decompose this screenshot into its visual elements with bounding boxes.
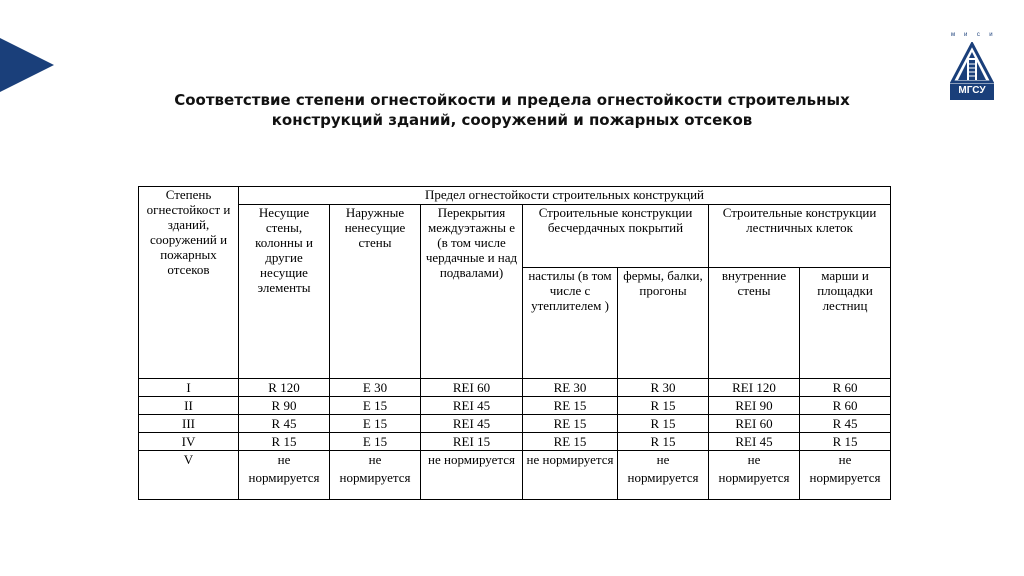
table-cell: не нормируется <box>800 451 891 500</box>
corner-triangle-decoration <box>0 38 54 92</box>
table-cell: REI 90 <box>709 397 800 415</box>
table-cell: REI 60 <box>421 379 523 397</box>
degree-cell: III <box>139 415 239 433</box>
slide-title-line: Соответствие степени огнестойкости и предела огнестойкости строительных <box>174 91 850 109</box>
logo-letter: и <box>963 32 968 38</box>
table-cell: R 45 <box>239 415 330 433</box>
table-cell: E 30 <box>330 379 421 397</box>
logo-letter: с <box>976 32 980 38</box>
mgsu-logo <box>948 32 996 104</box>
table-cell: не нормируется <box>239 451 330 500</box>
degree-header: Степень огнестойкост и зданий, сооружений и пожарных отсеков <box>139 187 239 379</box>
table-row <box>139 397 891 415</box>
sub-header-flights: марши и площадки лестниц <box>800 268 891 379</box>
sub-header-trusses: фермы, балки, прогоны <box>618 268 709 379</box>
table-cell: RE 30 <box>523 379 618 397</box>
col-header-outer-walls: Наружные ненесущие стены <box>330 205 421 379</box>
table-cell: R 15 <box>800 433 891 451</box>
table-cell: REI 45 <box>709 433 800 451</box>
fire-resistance-table <box>138 186 891 500</box>
table-cell: RE 15 <box>523 433 618 451</box>
table-cell: E 15 <box>330 433 421 451</box>
table-cell: REI 45 <box>421 415 523 433</box>
table-cell: R 15 <box>618 397 709 415</box>
table-cell: R 60 <box>800 397 891 415</box>
table-cell: E 15 <box>330 397 421 415</box>
group-header: Предел огнестойкости строительных конструкций <box>239 187 891 205</box>
col-header-stairs: Строительные конструкции лестничных клеток <box>709 205 891 268</box>
logo-letter: м <box>950 32 956 38</box>
table-cell: не нормируется <box>618 451 709 500</box>
table-cell: не нормируется <box>523 451 618 500</box>
table-cell: R 90 <box>239 397 330 415</box>
table-cell: REI 60 <box>709 415 800 433</box>
degree-cell: I <box>139 379 239 397</box>
degree-cell: V <box>139 451 239 500</box>
table-cell: REI 15 <box>421 433 523 451</box>
sub-header-decking: настилы (в том числе с утеплителем ) <box>523 268 618 379</box>
col-header-bearing: Несущие стены, колонны и другие несущие элементы <box>239 205 330 379</box>
sub-header-inner-walls: внутренние стены <box>709 268 800 379</box>
col-header-roof: Строительные конструкции бесчердачных покрытий <box>523 205 709 268</box>
col-header-floors: Перекрытия междуэтажны е (в том числе чердачные и над подвалами) <box>421 205 523 379</box>
table-cell: R 15 <box>239 433 330 451</box>
degree-cell: II <box>139 397 239 415</box>
logo-caption: МГСУ <box>958 85 986 96</box>
table-row <box>139 415 891 433</box>
slide-title-line: конструкций зданий, сооружений и пожарных отсеков <box>271 111 753 129</box>
table-cell: R 45 <box>800 415 891 433</box>
table-row <box>139 433 891 451</box>
table-cell: R 60 <box>800 379 891 397</box>
degree-cell: IV <box>139 433 239 451</box>
table-cell: R 120 <box>239 379 330 397</box>
logo-letter: и <box>989 32 993 38</box>
table-cell: RE 15 <box>523 397 618 415</box>
table-cell: E 15 <box>330 415 421 433</box>
table-row <box>139 379 891 397</box>
table-cell: R 15 <box>618 433 709 451</box>
table-cell: R 15 <box>618 415 709 433</box>
table-cell: REI 120 <box>709 379 800 397</box>
logo-letters <box>948 32 996 42</box>
table-cell: REI 45 <box>421 397 523 415</box>
table-cell: R 30 <box>618 379 709 397</box>
table-cell: не нормируется <box>421 451 523 500</box>
table-cell: RE 15 <box>523 415 618 433</box>
slide-title <box>130 90 894 130</box>
table-row <box>139 451 891 500</box>
table-cell: не нормируется <box>330 451 421 500</box>
table-cell: не нормируется <box>709 451 800 500</box>
